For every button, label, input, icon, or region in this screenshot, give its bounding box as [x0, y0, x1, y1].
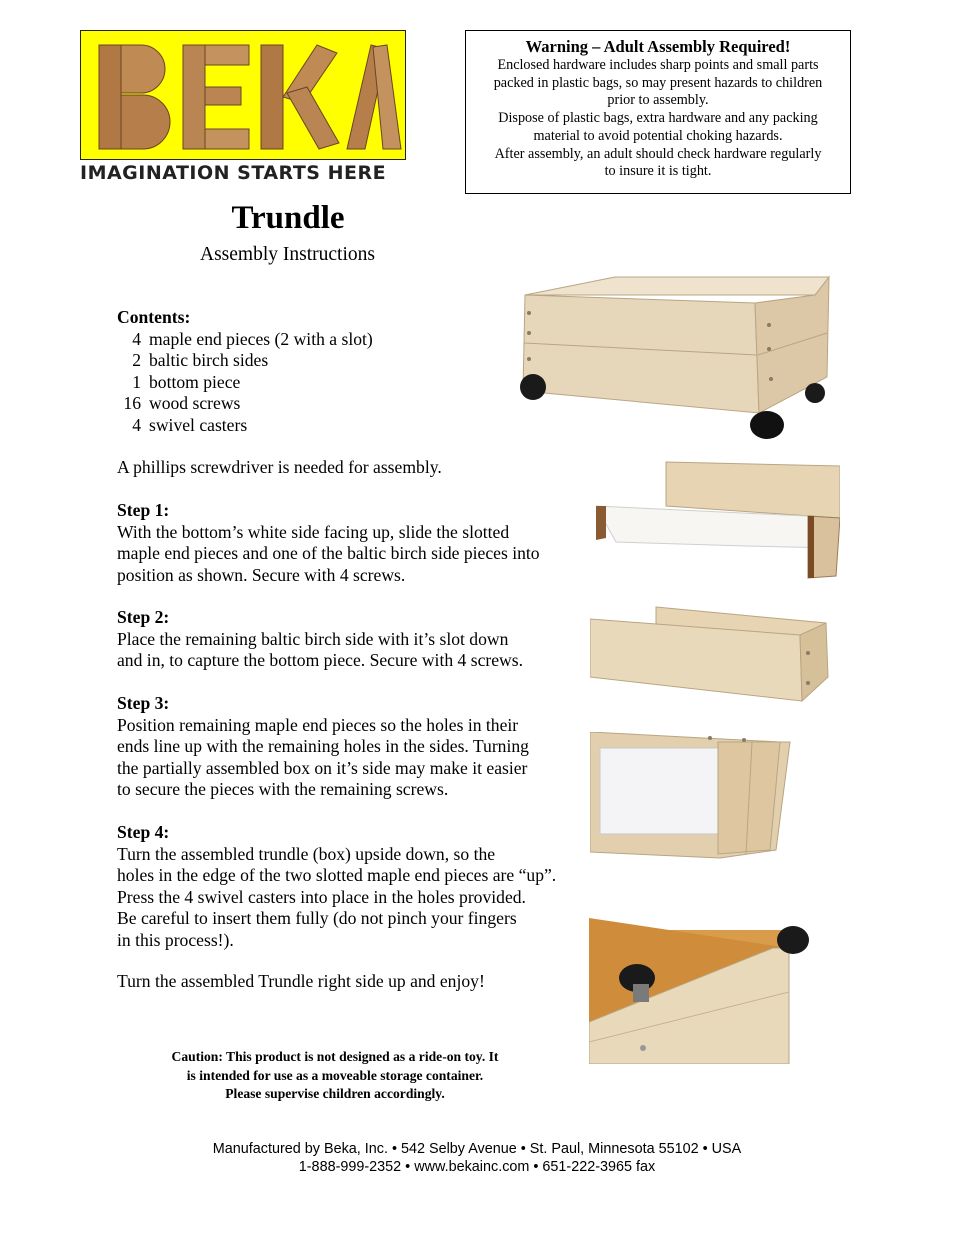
photo-assembled-trundle: [515, 275, 835, 441]
item-name: maple end pieces (2 with a slot): [149, 328, 373, 349]
step-line: in this process!).: [117, 929, 234, 950]
step-2: [117, 607, 597, 672]
step-line: ends line up with the remaining holes in the sides. Turning: [117, 736, 529, 757]
step-1: [117, 500, 597, 586]
item-qty: 16: [123, 393, 141, 414]
step-line: to secure the pieces with the remaining screws.: [117, 779, 449, 800]
item-qty: 2: [132, 350, 141, 371]
closing-line: Turn the assembled Trundle right side up and enjoy!: [117, 971, 485, 991]
item-name: bottom piece: [149, 371, 241, 392]
step-line: Place the remaining baltic birch side with it’s slot down: [117, 628, 509, 649]
photo-step-3: [590, 732, 794, 866]
step-line: position as shown. Secure with 4 screws.: [117, 564, 406, 585]
step-3: [117, 693, 597, 801]
step-line: and in, to capture the bottom piece. Secure with 4 screws.: [117, 650, 523, 671]
step-heading: Step 2:: [117, 607, 170, 627]
item-name: baltic birch sides: [149, 350, 269, 371]
caution-note: [130, 1048, 540, 1104]
warning-line: to insure it is tight.: [604, 163, 712, 180]
contents-list: [117, 307, 477, 437]
list-item: [117, 393, 477, 415]
step-heading: Step 3:: [117, 693, 170, 713]
warning-box: [465, 30, 851, 194]
list-item: [117, 329, 477, 351]
item-qty: 4: [132, 328, 141, 349]
photo-step-4: [589, 918, 823, 1064]
caution-line: is intended for use as a moveable storage container.: [186, 1067, 484, 1083]
warning-title: Warning – Adult Assembly Required!: [525, 37, 791, 56]
beka-blocks-logo: [81, 31, 405, 159]
step-heading: Step 4:: [117, 822, 170, 842]
warning-line: prior to assembly.: [607, 92, 709, 109]
warning-line: Enclosed hardware includes sharp points and small parts: [497, 57, 819, 73]
list-item: [117, 415, 477, 437]
warning-line: Dispose of plastic bags, extra hardware and any packing: [498, 110, 818, 127]
photo-step-1: [596, 460, 840, 580]
item-qty: 1: [132, 371, 141, 392]
caution-line: Caution: This product is not designed as a ride-on toy. It: [171, 1049, 499, 1064]
logo-tagline: IMAGINATION STARTS HERE: [80, 162, 387, 184]
warning-line: After assembly, an adult should check hardware regularly: [494, 145, 822, 162]
step-line: holes in the edge of the two slotted maple end pieces are “up”.: [117, 865, 557, 886]
warning-line: packed in plastic bags, so may present hazards to children: [493, 74, 823, 91]
caution-line: Please supervise children accordingly.: [225, 1086, 445, 1102]
list-item: [117, 372, 477, 394]
step-line: Be careful to insert them fully (do not pinch your fingers: [117, 908, 517, 929]
tool-note: A phillips screwdriver is needed for assembly.: [117, 457, 442, 477]
step-line: Press the 4 swivel casters into place in the holes provided.: [117, 886, 526, 907]
step-line: Turn the assembled trundle (box) upside down, so the: [117, 843, 496, 864]
page-title: Trundle: [231, 200, 345, 236]
photo-step-2: [590, 605, 840, 703]
warning-line: material to avoid potential choking hazards.: [533, 127, 783, 144]
footer: [100, 1140, 854, 1176]
step-line: Position remaining maple end pieces so the holes in their: [117, 714, 519, 735]
item-qty: 4: [132, 414, 141, 435]
list-item: [117, 350, 477, 372]
beka-logo: [80, 30, 406, 160]
step-line: With the bottom’s white side facing up, slide the slotted: [117, 521, 510, 542]
footer-contact: 1-888-999-2352 • www.bekainc.com • 651-222-3965 fax: [298, 1159, 656, 1175]
step-line: maple end pieces and one of the baltic birch side pieces into: [117, 543, 540, 564]
item-name: wood screws: [149, 393, 241, 414]
step-line: the partially assembled box on it’s side may make it easier: [117, 757, 528, 778]
step-heading: Step 1:: [117, 500, 170, 520]
contents-heading: Contents:: [117, 307, 191, 327]
page-subtitle: Assembly Instructions: [200, 244, 375, 265]
item-name: swivel casters: [149, 414, 248, 435]
footer-address: Manufactured by Beka, Inc. • 542 Selby Avenue • St. Paul, Minnesota 55102 • USA: [212, 1141, 742, 1157]
step-4: [117, 822, 597, 952]
